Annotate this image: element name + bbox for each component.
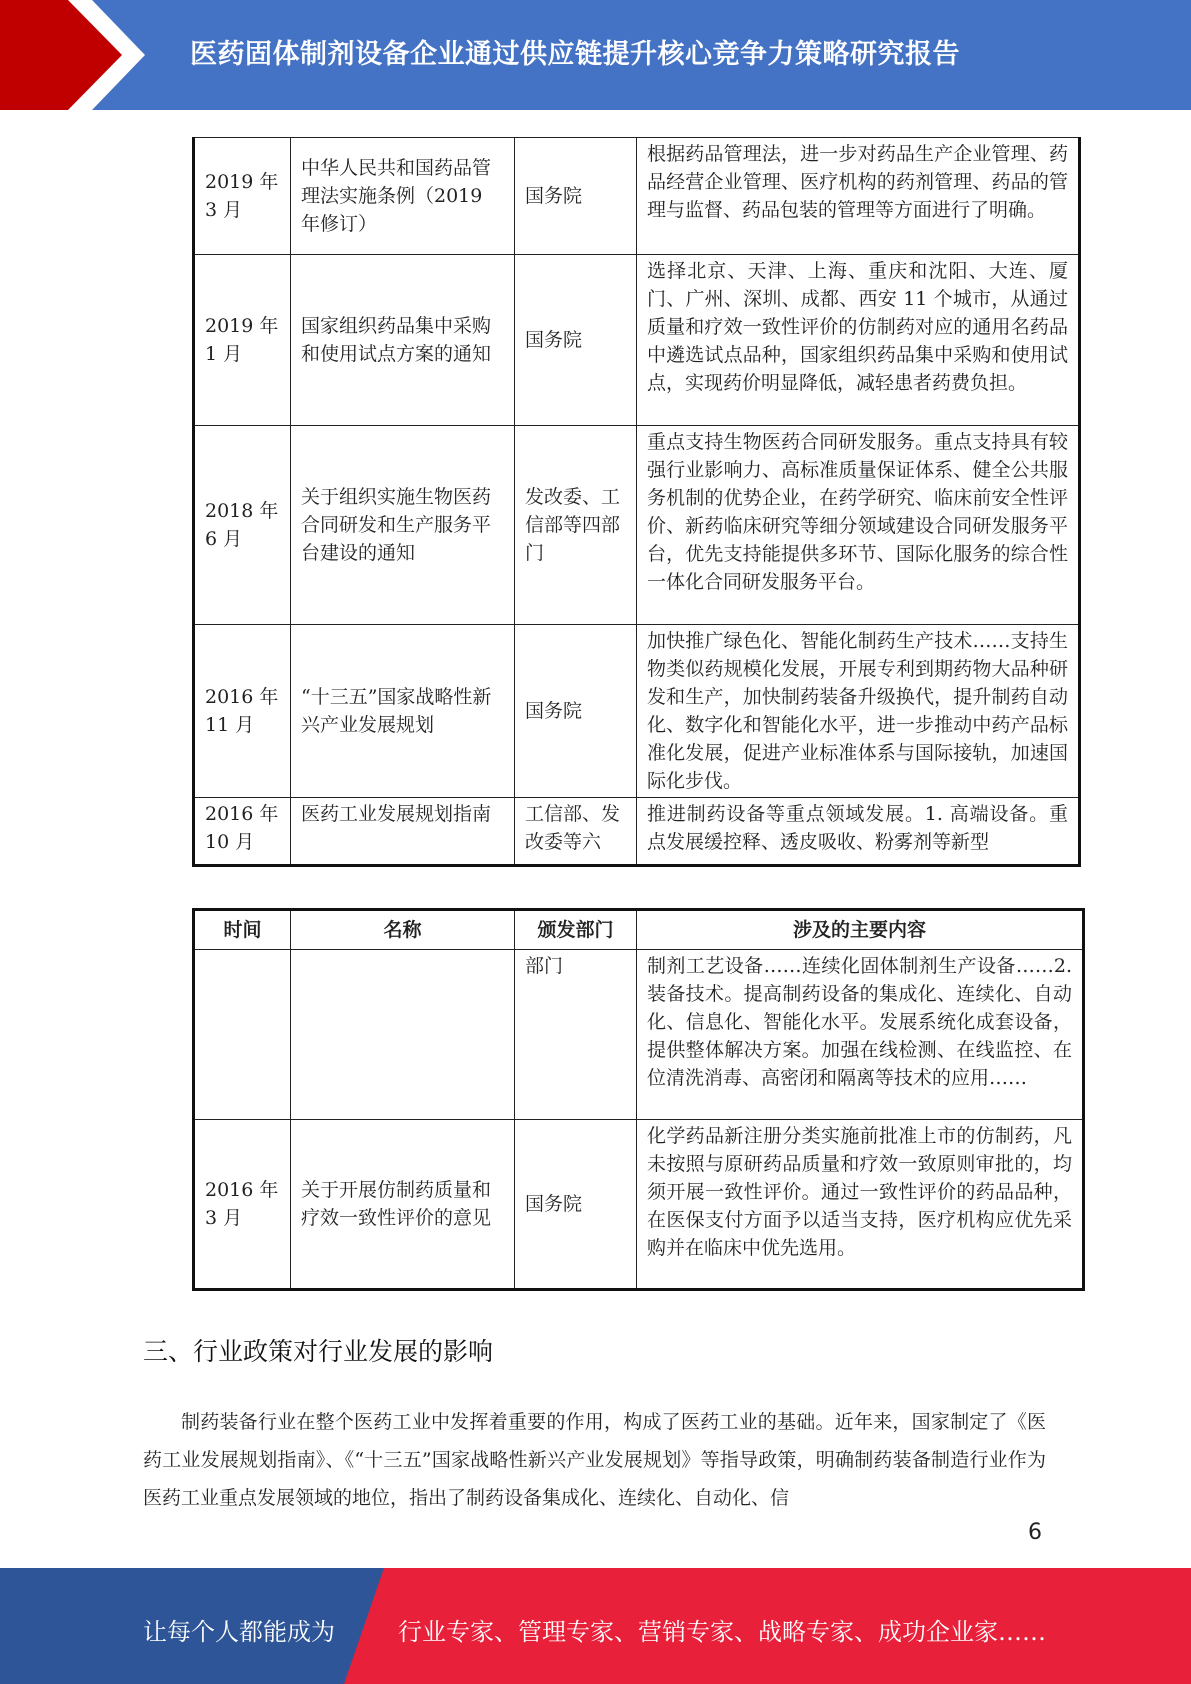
row-dept: 国务院 (515, 255, 637, 426)
row-name (291, 950, 515, 1120)
row-name: 国家组织药品集中采购和使用试点方案的通知 (291, 255, 515, 426)
row-dept: 国务院 (515, 138, 637, 255)
header-name: 名称 (291, 910, 515, 950)
header-time: 时间 (194, 910, 291, 950)
report-title: 医药固体制剂设备企业通过供应链提升核心竞争力策略研究报告 (190, 39, 960, 70)
table-row (194, 950, 1084, 1120)
row-content: 重点支持生物医药合同研发服务。重点支持具有较强行业影响力、高标准质量保证体系、健全公共服务机制的优势企业，在药学研究、临床前安全性评价、新药临床研究等细分领域建设合同研发服务平台，优先支持能提供多环节、国际化服务的综合性一体化合同研发服务平台。 (637, 426, 1080, 625)
policy-table (192, 908, 1085, 1291)
header-red-arrow (0, 0, 150, 110)
row-content: 根据药品管理法，进一步对药品生产企业管理、药品经营企业管理、医疗机构的药剂管理、药品的管理与监督、药品包装的管理等方面进行了明确。 (637, 138, 1080, 255)
row-content: 加快推广绿色化、智能化制药生产技术……支持生物类似药规模化发展，开展专利到期药物大品种研发和生产，加快制药装备升级换代，提升制药自动化、数字化和智能化水平，进一步推动中药产品标准化发展，促进产业标准体系与国际接轨，加速国际化步伐。 (637, 625, 1080, 798)
body-paragraph: 制药装备行业在整个医药工业中发挥着重要的作用，构成了医药工业的基础。近年来，国家制定了《医药工业发展规划指南》、《“十三五”国家战略性新兴产业发展规划》等指导政策，明确制药装备制造行业作为医药工业重点发展领域的地位，指出了制药设备集成化、连续化、自动化、信 (143, 1411, 1046, 1509)
header-dept: 颁发部门 (515, 910, 637, 950)
row-time: 2016 年 11 月 (194, 625, 291, 798)
row-time: 2016 年 3 月 (194, 1120, 291, 1290)
row-content: 制剂工艺设备……连续化固体制剂生产设备……2. 装备技术。提高制药设备的集成化、连续化、自动化、信息化、智能化水平。发展系统化成套设备，提供整体解决方案。加强在线检测、在线监控、在位清洗消毒、高密闭和隔离等技术的应用…… (637, 950, 1084, 1120)
page-header (0, 0, 1191, 110)
row-time: 2016 年 10 月 (194, 798, 291, 866)
row-dept: 部门 (515, 950, 637, 1120)
footer-slogan-right: 行业专家、管理专家、营销专家、战略专家、成功企业家…… (398, 1618, 1046, 1646)
page-number: 6 (1028, 1520, 1042, 1545)
table-row (194, 1120, 1084, 1290)
row-name: 中华人民共和国药品管理法实施条例（2019 年修订） (291, 138, 515, 255)
row-name: 关于组织实施生物医药合同研发和生产服务平台建设的通知 (291, 426, 515, 625)
table-row (194, 798, 1080, 866)
footer-slogan-left: 让每个人都能成为 (143, 1618, 335, 1646)
row-dept: 发改委、工信部等四部门 (515, 426, 637, 625)
row-time: 2019 年 1 月 (194, 255, 291, 426)
table-row (194, 625, 1080, 798)
table-row (194, 426, 1080, 625)
section-heading: 三、行业政策对行业发展的影响 (143, 1337, 494, 1366)
row-name: “十三五”国家战略性新兴产业发展规划 (291, 625, 515, 798)
row-time (194, 950, 291, 1120)
table-header-row (194, 910, 1084, 950)
row-dept: 国务院 (515, 625, 637, 798)
row-dept: 国务院 (515, 1120, 637, 1290)
row-time: 2018 年 6 月 (194, 426, 291, 625)
row-dept: 工信部、发改委等六 (515, 798, 637, 866)
row-name: 关于开展仿制药质量和疗效一致性评价的意见 (291, 1120, 515, 1290)
row-content: 选择北京、天津、上海、重庆和沈阳、大连、厦门、广州、深圳、成都、西安 11 个城市，从通过质量和疗效一致性评价的仿制药对应的通用名药品中遴选试点品种，国家组织药品集中采购和使用试点，实现药价明显降低，减轻患者药费负担。 (637, 255, 1080, 426)
row-content: 化学药品新注册分类实施前批准上市的仿制药，凡未按照与原研药品质量和疗效一致原则审批的，均须开展一致性评价。通过一致性评价的药品品种，在医保支付方面予以适当支持，医疗机构应优先采购并在临床中优先选用。 (637, 1120, 1084, 1290)
header-content: 涉及的主要内容 (637, 910, 1084, 950)
table-row (194, 255, 1080, 426)
policy-table-continued (192, 137, 1081, 867)
row-time: 2019 年 3 月 (194, 138, 291, 255)
table-row (194, 138, 1080, 255)
row-name: 医药工业发展规划指南 (291, 798, 515, 866)
row-content: 推进制药设备等重点领域发展。1. 高端设备。重点发展缓控释、透皮吸收、粉雾剂等新型 (637, 798, 1080, 866)
